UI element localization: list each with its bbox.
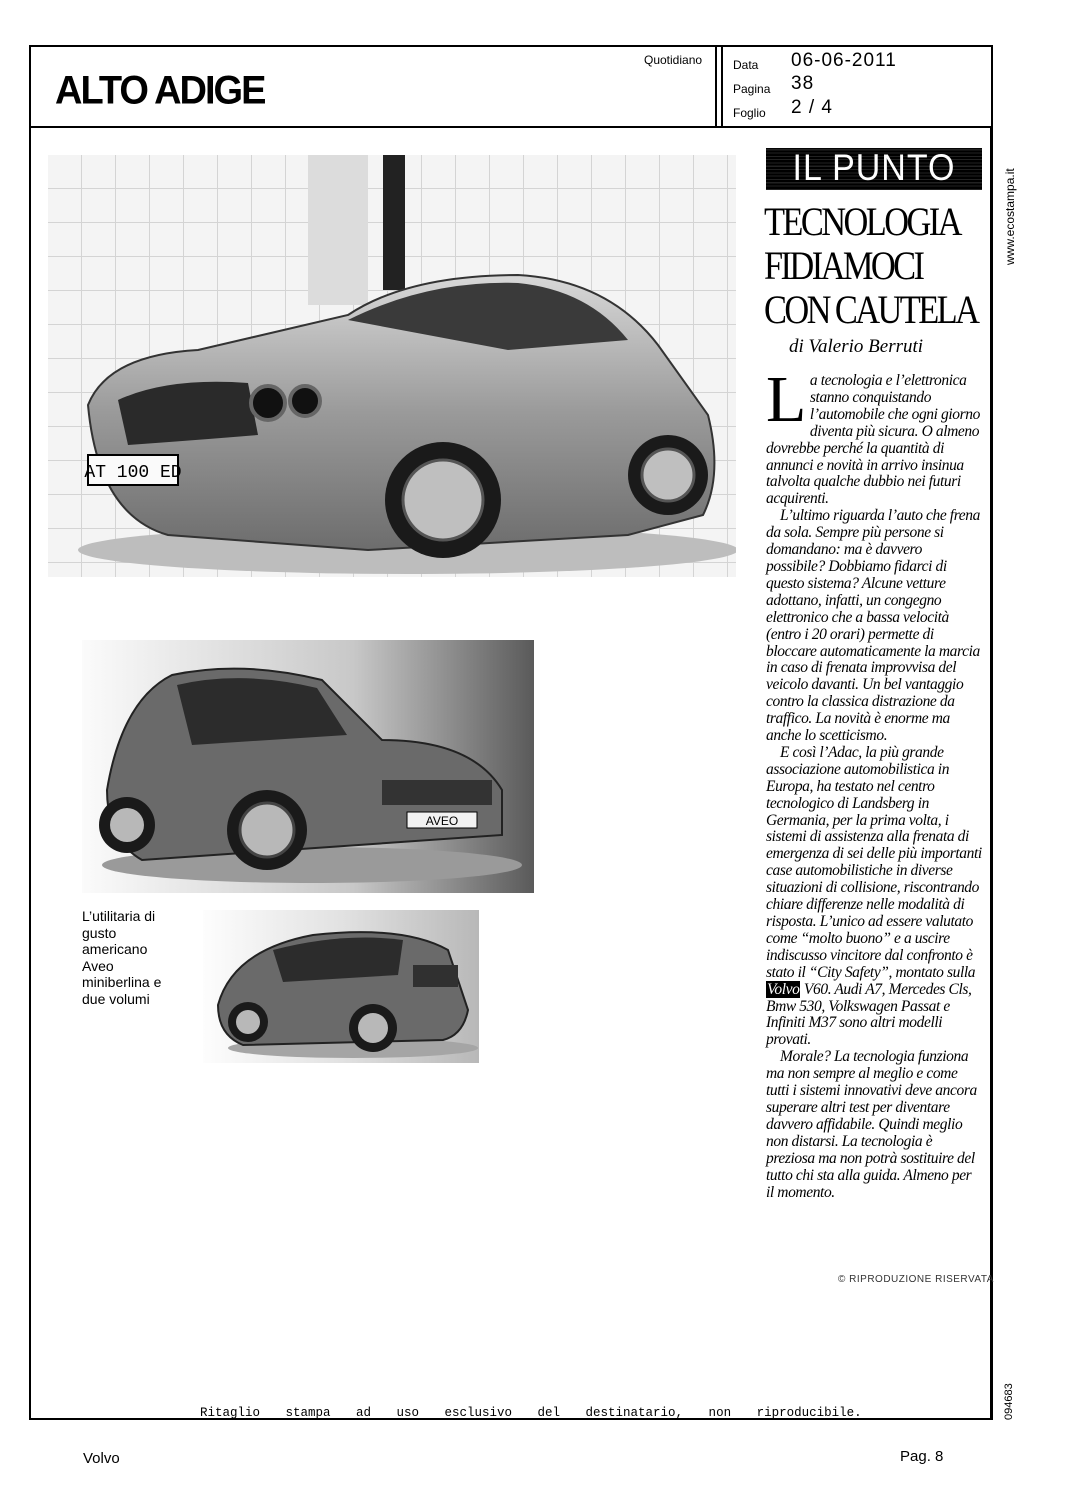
pagina-value: 38 (791, 73, 815, 94)
copyright-note: © RIPRODUZIONE RISERVATA (838, 1274, 994, 1285)
section-kicker: IL PUNTO (766, 148, 982, 190)
photo-hatchback-rear (203, 910, 479, 1063)
byline: di Valerio Berruti (789, 336, 924, 357)
headline-line: TECNOLOGIA (764, 199, 960, 244)
drop-cap: L (766, 363, 806, 436)
photo-caption: L’utilitaria di gusto americano Aveo miniberlina e due volumi (82, 908, 162, 1007)
hatch-plate: AVEO (425, 814, 459, 828)
headline (764, 200, 988, 332)
data-value: 06-06-2011 (791, 50, 897, 71)
side-divider (990, 128, 992, 1420)
side-code: 094683 (1003, 1383, 1015, 1420)
article-paragraph: E così l’Adac, la più grande associazione automobilistica in Europa, ha testato nel centro tecnologico di Landsberg in Germania, per la prima volta, i sistemi di assistenza alla frenata di emergenza di sei delle più importanti case automobilistiche in diverse situazioni di collisione, riscontrando chiare differenze nelle modalità di risposta. L’unico ad essere valutato come “molto buono” e a uscire indiscusso vincitore dal confronto è stato il “City Safety”, montato sulla Volvo V60. Audi A7, Mercedes Cls, Bmw 530, Volkswagen Passat e Infiniti M37 sono altri modelli provati. (766, 743, 982, 1049)
brand-label: Volvo (83, 1450, 120, 1467)
clipping-notice: Ritaglio stampa ad uso esclusivo del destinatario, non riproducibile. (200, 1406, 862, 1420)
headline-line: CON CAUTELA (764, 287, 978, 332)
article-body (766, 363, 982, 1201)
photo-sedan (48, 155, 736, 577)
page-number: Pag. 8 (900, 1448, 944, 1465)
side-url: www.ecostampa.it (1003, 168, 1017, 265)
article-paragraph: L’ultimo riguarda l’auto che frena da sola. Sempre più persone si domandano: ma è davvero possibile? Dobbiamo fidarci di questo sistema? Alcune vetture adottano, infatti, un congegno elettronico che a bassa velocità (entro i 20 orari) permette di bloccare automaticamente la marcia in caso di frenata improvvisa del veicolo davanti. Un bel vantaggio contro la classica distrazione da traffico. La novità è enorme ma anche lo scetticismo. (766, 507, 980, 745)
publication-type: Quotidiano (644, 53, 703, 67)
masthead: ALTO ADIGE (55, 68, 265, 114)
data-label: Data (733, 58, 759, 72)
article-paragraph: La tecnologia e l’elettronica stanno conquistando l’automobile che ogni giorno diventa più sicura. O almeno dovrebbe perché la quantità di annunci e novità in arrivo insinua talvolta qualche dubbio nei futuri acquirenti. (766, 363, 980, 508)
article-paragraph: Morale? La tecnologia funziona ma non sempre al meglio e come tutti i sistemi innovativi deve ancora superare altri test per diventare davvero affidabile. Quindi meglio non distarsi. La tecnologia è preziosa ma non potrà sostituire del tutto chi sta alla guida. Almeno per il momento. (766, 1048, 977, 1201)
sedan-plate: AT 100 ED (84, 463, 182, 483)
photo-hatchback-front (82, 640, 534, 893)
foglio-value: 2 / 4 (791, 97, 833, 118)
pagina-label: Pagina (733, 82, 771, 96)
foglio-label: Foglio (733, 106, 766, 120)
highlight-volvo: Volvo (767, 980, 800, 998)
headline-line: FIDIAMOCI (764, 243, 923, 288)
